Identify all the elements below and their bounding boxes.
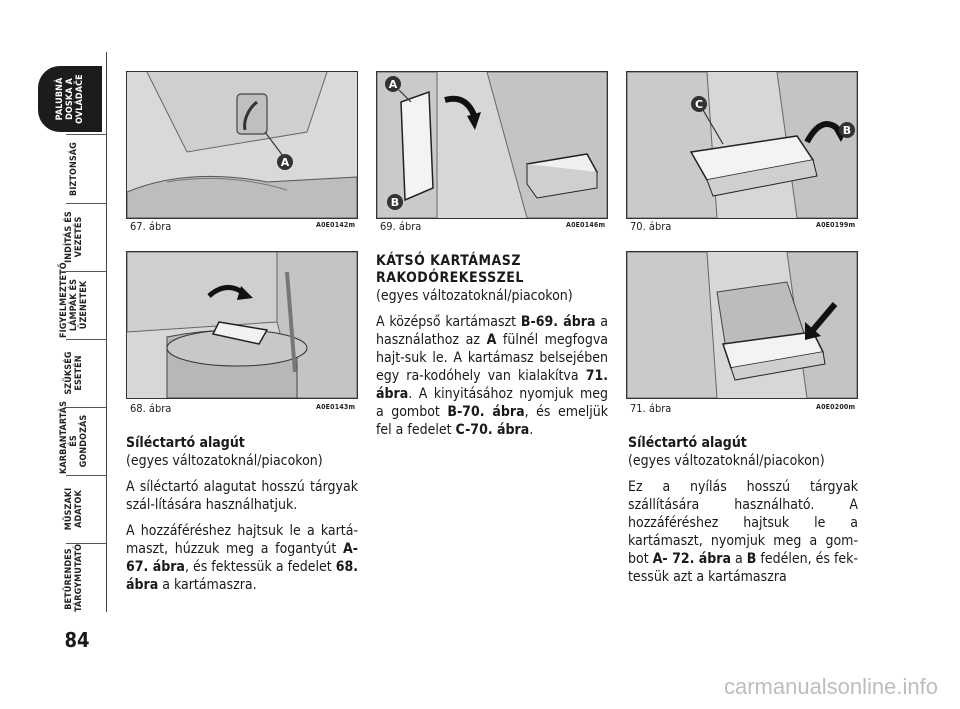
tab-inditas-es-vezetes[interactable]: INDÍTÁS ÉS VEZETÉS [64,211,84,263]
figure-caption: 70. ábra [630,220,672,233]
figure-reference: A-67. ábra [126,541,358,575]
figure-code: A0E0199m [816,221,856,229]
tab-divider [66,543,106,544]
sidebar-spine [106,52,107,612]
tab-divider [66,475,106,476]
figure-71-illustration [626,251,858,399]
tab-muszaki-adatok[interactable]: MŰSZAKI ADATOK [64,487,84,531]
paragraph: A hozzáféréshez hajtsuk le a kartá-maszt, húzzuk meg a fogantyút A-67. ábra, és fektessük a fedelet 68. ábra a kartámaszra. [126,523,359,593]
figure-68-illustration [126,251,358,399]
figure-reference: A- 72. ábra [652,551,732,567]
tab-figyelmezteto-lampak[interactable]: FIGYELMEZTETŐ LÁMPÁK ÉS ÜZENETEK [59,262,89,338]
column-2-text [376,253,608,439]
figure-reference: B-69. ábra [520,314,596,330]
tab-divider [66,339,106,340]
figure-caption: 68. ábra [130,402,172,415]
figure-callout-a: A [388,78,398,91]
figure-reference: 68. ábra [126,559,359,593]
figure-70-illustration [626,71,858,219]
section-heading: Síléctartó alagút [126,435,245,451]
figure-code: A0E0143m [316,403,356,411]
figure-callout-c: C [694,98,704,111]
tab-divider [66,134,106,135]
callout-reference: B [746,551,757,567]
watermark: carmanualsonline.info [723,674,938,699]
section-subtitle: (egyes változatoknál/piacokon) [628,453,825,469]
figure-callout-b: B [842,124,852,137]
paragraph: Ez a nyílás hosszú tárgyak szállítására használható. A hozzáféréshez hajtsuk le a kartámaszt, nyomjuk meg a gom-bot A- 72. ábra a B fedélen, és fek-tessük azt a kartámaszra [628,479,858,585]
figure-reference: 71. ábra [376,368,608,402]
figure-callout-a: A [280,156,290,169]
section-heading: KÁTSÓ KARTÁMASZ [376,253,521,269]
column-3-text [628,434,858,586]
section-heading: RAKODÓREKESSZEL [376,270,524,286]
figure-code: A0E0146m [566,221,606,229]
paragraph: A középső kartámaszt B-69. ábra a használathoz az A fülnél megfogva hajt-suk le. A kartámasz belsejében egy ra-kodóhely van kialakítva 71. ábra. A kinyitásához nyomjuk meg a gombot B-70. ábra, és emeljük fel a fedelet C-70. ábra. [376,314,609,438]
figure-reference: B-70. ábra [447,404,525,420]
figure-reference: C-70. ábra [455,422,530,438]
figure-caption: 67. ábra [130,220,172,233]
callout-reference: A [486,332,497,348]
section-heading: Síléctartó alagút [628,435,747,451]
tab-biztonsag[interactable]: BIZTONSÁG [69,142,79,196]
tab-szukseg-eseten[interactable]: SZÜKSÉG ESETÉN [64,351,84,395]
figure-code: A0E0200m [816,403,856,411]
figure-caption: 71. ábra [630,402,672,415]
column-1-text [126,434,358,594]
figure-code: A0E0142m [316,221,356,229]
figure-callout-b: B [390,196,400,209]
tab-palubna-doska[interactable]: PALUBNÁ DOSKA A OVLÁDAČE [38,66,102,132]
section-subtitle: (egyes változatoknál/piacokon) [376,288,573,304]
tab-beturendes-targymutato[interactable]: BETŰRENDES TÁRGYMUTATÓ [64,543,84,612]
figure-69-illustration [376,71,608,219]
figure-caption: 69. ábra [380,220,422,233]
tab-divider [66,203,106,204]
tab-karbantartas[interactable]: KARBANTARTÁS ÉS GONDOZÁS [59,400,89,474]
section-subtitle: (egyes változatoknál/piacokon) [126,453,323,469]
figure-67-illustration [126,71,358,219]
page-number: 84 [64,628,90,652]
paragraph: A síléctartó alagutat hosszú tárgyak szál-lítására használhatjuk. [126,479,358,513]
